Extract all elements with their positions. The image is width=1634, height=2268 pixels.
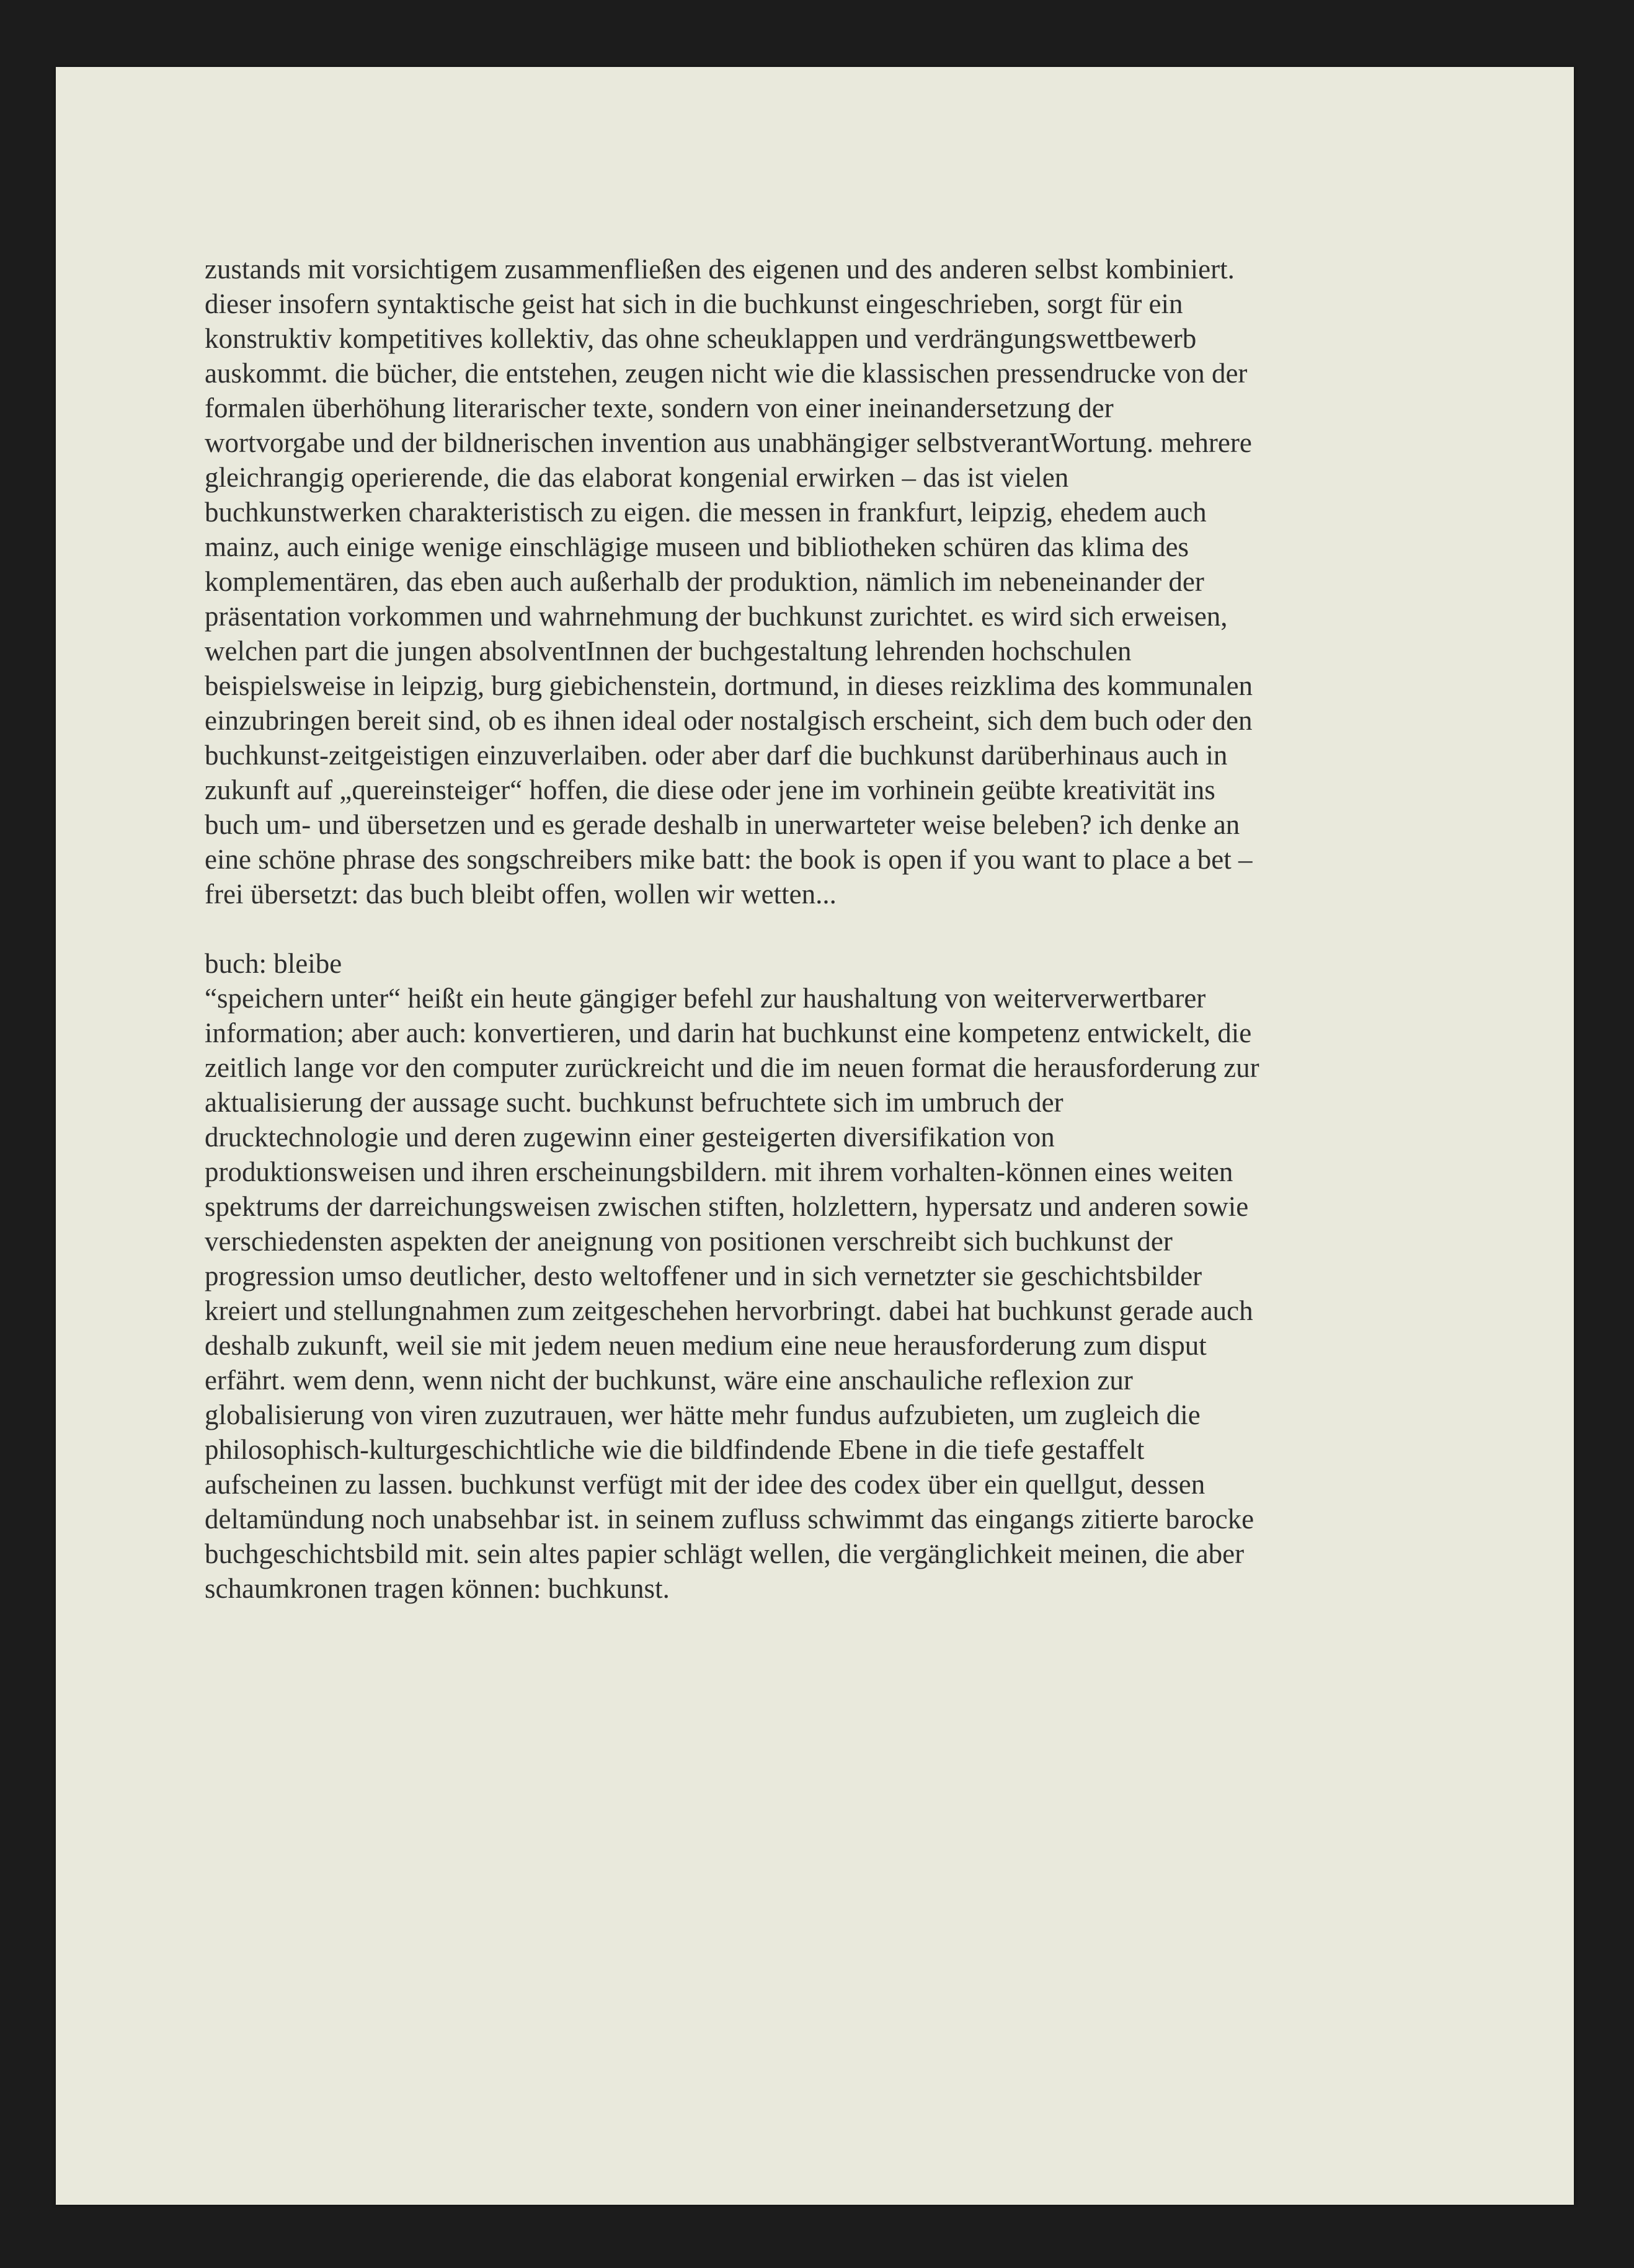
text-line: buch um- und übersetzen und es gerade deshalb in unerwarteter weise beleben? ich denke an	[205, 809, 1240, 840]
text-line: mainz, auch einige wenige einschlägige museen und bibliotheken schüren das klima des	[205, 531, 1189, 562]
text-line: dieser insofern syntaktische geist hat sich in die buchkunst eingeschrieben, sorgt für ein	[205, 288, 1183, 319]
text-line: präsentation vorkommen und wahrnehmung der buchkunst zurichtet. es wird sich erweisen,	[205, 601, 1228, 632]
paragraph-2	[205, 981, 1445, 1606]
text-line: eine schöne phrase des songschreibers mike batt: the book is open if you want to place a bet –	[205, 844, 1253, 875]
text-line: schaumkronen tragen können: buchkunst.	[205, 1573, 670, 1604]
text-line: aktualisierung der aussage sucht. buchkunst befruchtete sich im umbruch der	[205, 1087, 1063, 1118]
text-line: gleichrangig operierende, die das elaborat kongenial erwirken – das ist vielen	[205, 462, 1069, 493]
text-line: deltamündung noch unabsehbar ist. in seinem zufluss schwimmt das eingangs zitierte barocke	[205, 1504, 1254, 1535]
text-line: erfährt. wem denn, wenn nicht der buchkunst, wäre eine anschauliche reflexion zur	[205, 1365, 1133, 1396]
paragraph-gap	[205, 911, 1445, 946]
paragraph-1	[205, 252, 1445, 911]
text-line: komplementären, das eben auch außerhalb der produktion, nämlich im nebeneinander der	[205, 566, 1204, 597]
text-line: zustands mit vorsichtigem zusammenfließen des eigenen und des anderen selbst kombiniert.	[205, 254, 1235, 285]
text-line: zeitlich lange vor den computer zurückreicht und die im neuen format die herausforderung zur	[205, 1052, 1259, 1083]
text-line: wortvorgabe und der bildnerischen invention aus unabhängiger selbstverantWortung. mehrere	[205, 427, 1252, 458]
text-line: buchkunst-zeitgeistigen einzuverlaiben. oder aber darf die buchkunst darüberhinaus auch in	[205, 740, 1228, 771]
text-line: kreiert und stellungnahmen zum zeitgeschehen hervorbringt. dabei hat buchkunst gerade auch	[205, 1295, 1253, 1326]
text-line: formalen überhöhung literarischer texte, sondern von einer ineinandersetzung der	[205, 392, 1114, 423]
text-line: frei übersetzt: das buch bleibt offen, wollen wir wetten...	[205, 879, 837, 910]
text-line: verschiedensten aspekten der aneignung von positionen verschreibt sich buchkunst der	[205, 1226, 1173, 1257]
text-line: produktionsweisen und ihren erscheinungsbildern. mit ihrem vorhalten-können eines weiten	[205, 1156, 1233, 1187]
text-line: information; aber auch: konvertieren, und darin hat buchkunst eine kompetenz entwickelt, die	[205, 1017, 1252, 1048]
text-line: zukunft auf „quereinsteiger“ hoffen, die diese oder jene im vorhinein geübte kreativität ins	[205, 774, 1215, 805]
text-line: deshalb zukunft, weil sie mit jedem neuen medium eine neue herausforderung zum disput	[205, 1330, 1207, 1361]
text-line: progression umso deutlicher, desto weltoffener und in sich vernetzter sie geschichtsbilder	[205, 1260, 1202, 1291]
text-line: buchgeschichtsbild mit. sein altes papier schlägt wellen, die vergänglichkeit meinen, die aber	[205, 1538, 1245, 1569]
text-line: spektrums der darreichungsweisen zwischen stiften, holzlettern, hypersatz und anderen sowie	[205, 1191, 1249, 1222]
paper-sheet	[56, 67, 1574, 2205]
text-line: konstruktiv kompetitives kollektiv, das ohne scheuklappen und verdrängungswettbewerb	[205, 323, 1197, 354]
text-line: philosophisch-kulturgeschichtliche wie die bildfindende Ebene in die tiefe gestaffelt	[205, 1434, 1145, 1465]
text-line: auskommt. die bücher, die entstehen, zeugen nicht wie die klassischen pressendrucke von der	[205, 358, 1248, 389]
text-line: “speichern unter“ heißt ein heute gängiger befehl zur haushaltung von weiterverwertbarer	[205, 983, 1206, 1014]
section-heading: buch: bleibe	[205, 948, 342, 979]
text-line: beispielsweise in leipzig, burg giebichenstein, dortmund, in dieses reizklima des kommunalen	[205, 670, 1253, 701]
body-text	[205, 252, 1445, 1606]
text-line: buchkunstwerken charakteristisch zu eigen. die messen in frankfurt, leipzig, ehedem auch	[205, 497, 1207, 528]
text-line: einzubringen bereit sind, ob es ihnen ideal oder nostalgisch erscheint, sich dem buch oder den	[205, 705, 1253, 736]
text-line: drucktechnologie und deren zugewinn einer gesteigerten diversifikation von	[205, 1122, 1055, 1153]
text-line: globalisierung von viren zuzutrauen, wer hätte mehr fundus aufzubieten, um zugleich die	[205, 1399, 1201, 1430]
text-line: welchen part die jungen absolventInnen der buchgestaltung lehrenden hochschulen	[205, 636, 1132, 667]
text-line: aufscheinen zu lassen. buchkunst verfügt mit der idee des codex über ein quellgut, dessen	[205, 1469, 1206, 1500]
